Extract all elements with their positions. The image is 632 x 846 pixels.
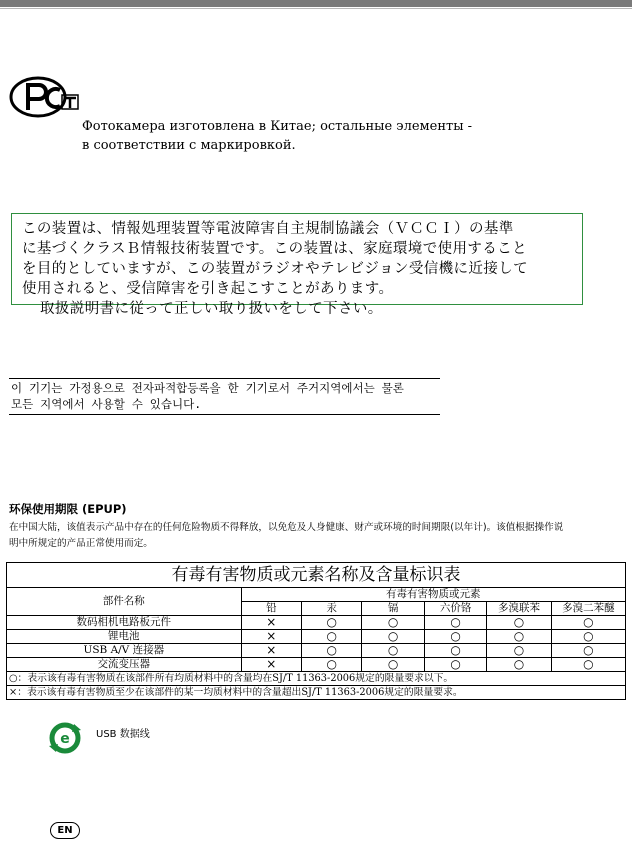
column-header-lead: 铅 — [241, 602, 301, 616]
mercury-mark: ○ — [302, 630, 362, 644]
epup-description — [9, 520, 631, 552]
korean-line-2: 모든 지역에서 사용할 수 있습니다. — [11, 397, 202, 411]
table-row — [7, 658, 626, 672]
lead-mark: × — [241, 644, 301, 658]
column-header-pbde: 多溴二苯醚 — [551, 602, 625, 616]
part-name: 锂电池 — [7, 630, 242, 644]
language-badge: EN — [50, 822, 80, 839]
vcci-line-3: を目的としていますが、この装置がラジオやテレビジョン受信機に近接して — [22, 261, 529, 277]
environment-friendly-use-period-icon — [47, 720, 83, 756]
epup-desc-line-1: 在中国大陆，该值表示产品中存在的任何危险物质不得释放，以免危及人身健康、财产或环境的时间期限(以年计)。该值根据操作说 — [9, 522, 564, 533]
part-name: 数码相机电路板元件 — [7, 616, 242, 630]
russian-line-2: в соответствии с маркировкой. — [82, 138, 296, 153]
mercury-mark: ○ — [302, 616, 362, 630]
column-header-mercury: 汞 — [302, 602, 362, 616]
table-row — [7, 630, 626, 644]
epup-title: 环保使用期限 (EPUP) — [9, 502, 127, 516]
pbb-mark: ○ — [487, 630, 551, 644]
top-rule-thin — [0, 8, 632, 9]
lead-mark: × — [241, 630, 301, 644]
usb-cable-label: USB 数据线 — [96, 729, 150, 740]
pbde-mark: ○ — [551, 644, 625, 658]
pbb-mark: ○ — [487, 644, 551, 658]
eco-logo-letter: e — [60, 731, 70, 747]
chromium-mark: ○ — [424, 658, 486, 672]
cadmium-mark: ○ — [362, 630, 424, 644]
table-row — [7, 644, 626, 658]
pbde-mark: ○ — [551, 658, 625, 672]
chromium-mark: ○ — [424, 630, 486, 644]
vcci-line-1: この装置は、情報処理装置等電波障害自主規制協議会（ＶＣＣＩ）の基準 — [22, 221, 514, 237]
pbb-mark: ○ — [487, 616, 551, 630]
table-title: 有毒有害物质或元素名称及含量标识表 — [7, 563, 626, 588]
column-header-chromium: 六价铬 — [424, 602, 486, 616]
hazardous-substances-table — [6, 562, 626, 700]
vcci-line-5: 取扱説明書に従って正しい取り扱いをして下さい。 — [40, 301, 383, 317]
column-header-cadmium: 镉 — [362, 602, 424, 616]
cadmium-mark: ○ — [362, 644, 424, 658]
mercury-mark: ○ — [302, 644, 362, 658]
vcci-line-4: 使用されると、受信障害を引き起こすことがあります。 — [22, 281, 394, 297]
note-cross: ×：表示该有毒有害物质至少在该部件的某一均质材料中的含量超出SJ/T 11363-2006规定的限量要求。 — [7, 686, 626, 700]
vcci-line-2: に基づくクラスＢ情報技術装置です。この装置は、家庭環境で使用すること — [22, 241, 528, 257]
lead-mark: × — [241, 616, 301, 630]
mercury-mark: ○ — [302, 658, 362, 672]
russian-line-1: Фотокамера изготовлена в Китае; остальные элементы - — [82, 119, 473, 134]
note-circle: ○：表示该有毒有害物质在该部件所有均质材料中的含量均在SJ/T 11363-2006规定的限量要求以下。 — [7, 672, 626, 686]
part-name: 交流变压器 — [7, 658, 242, 672]
pbde-mark: ○ — [551, 616, 625, 630]
chromium-mark: ○ — [424, 644, 486, 658]
pct-certification-logo — [8, 75, 84, 125]
part-name: USB A/V 连接器 — [7, 644, 242, 658]
lead-mark: × — [241, 658, 301, 672]
column-header-pbb: 多溴联苯 — [487, 602, 551, 616]
cadmium-mark: ○ — [362, 616, 424, 630]
part-name-header: 部件名称 — [7, 588, 242, 616]
epup-desc-line-2: 明中所规定的产品正常使用而定。 — [9, 538, 153, 549]
table-row — [7, 616, 626, 630]
chromium-mark: ○ — [424, 616, 486, 630]
substances-header: 有毒有害物质或元素 — [241, 588, 625, 602]
pbb-mark: ○ — [487, 658, 551, 672]
korean-notice-box — [9, 378, 440, 415]
top-rule — [0, 0, 632, 7]
pbde-mark: ○ — [551, 630, 625, 644]
cadmium-mark: ○ — [362, 658, 424, 672]
russian-origin-notice — [82, 117, 472, 155]
korean-line-1: 이 기기는 가정용으로 전자파적합등록을 한 기기로서 주거지역에서는 물론 — [11, 381, 404, 395]
vcci-notice-box — [11, 213, 583, 317]
